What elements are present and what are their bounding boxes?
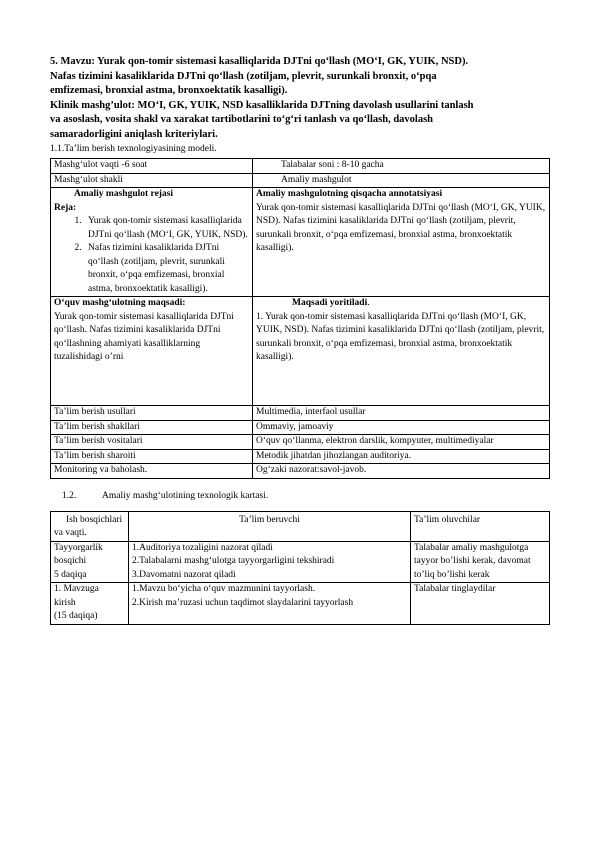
stage-cell: 1. Mavzuga kirish (15 daqiqa)	[51, 583, 129, 625]
table-row	[51, 464, 550, 479]
table-row	[51, 420, 550, 435]
topic-header	[50, 55, 550, 142]
list-item: 2. Nafas tizimini kasaliklarida DJTni qo‘llash (zotiljam, plevrit, surunkali bronxit, o‘pqa emfizemasi, bronxial astma, bronxoektatik kasalligi).	[84, 242, 249, 296]
teacher-cell: 1.Mavzu bo‘yicha o‘quv mazmunini tayyorlash. 2.Kirish ma’ruzasi uchun taqdimot slaydalarini tayyorlash	[129, 583, 411, 625]
section-2-text: Amaliy mashg‘ulotining texnologik kartasi.	[102, 490, 269, 501]
table-cell: Ta’lim berish usullari	[51, 406, 253, 421]
plan-cell	[51, 188, 253, 297]
section-2-title	[50, 491, 550, 501]
table-row	[51, 406, 550, 421]
aim-cell	[253, 297, 550, 406]
table-cell: Talabalar soni : 8-10 gacha	[253, 159, 550, 174]
table-cell: Ta’lim berish vositalari	[51, 435, 253, 450]
stage-cell: Tayyorgarlik bosqichi 5 daqiqa	[51, 541, 129, 583]
table-row	[51, 435, 550, 450]
table-cell: Amaliy mashgulot	[253, 173, 550, 188]
goal-cell	[51, 297, 253, 406]
table-row	[51, 583, 550, 625]
list-item: 1. Yurak qon-tomir sistemasi kasalliqlarida DJTni qo‘llash (MO‘I, GK, YUIK, NSD).	[84, 215, 249, 242]
document-page	[50, 55, 550, 625]
aim-title-dot: .	[367, 298, 370, 308]
table-cell: Mashg‘ulot vaqti -6 soat	[51, 159, 253, 174]
header-cell-teacher: Ta’lim beruvchi	[129, 511, 411, 541]
aim-text: 1. Yurak qon-tomir sistemasi kasalliqlarida DJTni qo‘llash (MO‘I, GK, YUIK, NSD). Nafas tizimini kasaliklarida DJTni qo‘llash (zotiljam, plevrit, surunkali bronxit, o‘pqa emfizemasi, bronxial astma, bronxoektatik kasalligi).	[256, 311, 545, 362]
table-row	[51, 297, 550, 406]
model-table	[50, 158, 550, 479]
topic-line-6: samaradorligini aniqlash kriteriylari.	[50, 128, 218, 140]
topic-line-5: va asoslash, vosita shakl va xarakat tartibotlarini to‘g‘ri tanlash va qo‘llash, davolash	[50, 114, 434, 125]
header-cell-students: Ta’lim oluvchilar	[411, 511, 550, 541]
teacher-cell: 1.Auditoriya tozaligini nazorat qiladi 2.Talabalarni mashg‘ulotga tayyorgarligini tekshiradi 3.Davomatni nazorat qiladi	[129, 541, 411, 583]
topic-line-1: 5. Mavzu: Yurak qon-tomir sistemasi kasalliqlarida DJTni qo‘llash (MO‘I, GK, YUIK, NSD).	[50, 56, 469, 67]
annotation-title: Amaliy mashgulotning qisqacha annotatsiyasi	[256, 189, 443, 199]
plan-title: Amaliy mashgulot rejasi	[74, 189, 174, 199]
goal-text: Yurak qon-tomir sistemasi kasalliqlarida DJTni qo‘llash. Nafas tizimini kasaliklarida DJTni qo‘llashning ahamiyati kasalliklarning tuzalishidagi o’rni	[54, 311, 234, 362]
table-cell: Ta’lim berish sharoiti	[51, 449, 253, 464]
topic-line-3: emfizemasi, bronxial astma, bronxoektatik kasalligi).	[50, 85, 288, 96]
table-cell: Monitoring va baholash.	[51, 464, 253, 479]
table-row	[51, 159, 550, 174]
topic-line-4: Klinik mashg’ulot: MO‘I, GK, YUIK, NSD kasalliklarida DJTning davolash usullarini tanlash	[50, 99, 474, 111]
header-cell-stage: Ish bosqichlari va vaqti.	[51, 511, 129, 541]
table-cell: Metodik jihatdan jihozlangan auditoriya.	[253, 449, 550, 464]
table-row	[51, 188, 550, 297]
table-row	[51, 449, 550, 464]
plan-list	[54, 215, 249, 296]
topic-line-2: Nafas tizimini kasaliklarida DJTni qo‘llash (zotiljam, plevrit, surunkali bronxit, o‘pqa	[50, 70, 437, 82]
plan-reja-label: Reja:	[54, 202, 77, 213]
students-cell: Talabalar amaliy mashgulotga tayyor bo’lishi kerak, davomat to’liq bo’lishi kerak	[411, 541, 550, 583]
students-cell: Talabalar tinglaydilar	[411, 583, 550, 625]
aim-title: Maqsadi yoritiladi	[292, 298, 368, 308]
section-1-title: 1.1.Ta’lim berish texnologiyasining modeli.	[50, 144, 217, 154]
table-cell: Ta’lim berish shakllari	[51, 420, 253, 435]
goal-title: O‘quv mashg‘ulotning maqsadi:	[54, 298, 186, 308]
table-cell: Multimedia, interfaol usullar	[253, 406, 550, 421]
table-cell: O‘quv qo‘llanma, elektron darslik, kompyuter, multimediyalar	[253, 435, 550, 450]
annotation-cell	[253, 188, 550, 297]
section-2-number: 1.2.	[62, 490, 77, 501]
table-cell: Ommaviy, jamoaviy	[253, 420, 550, 435]
table-header-row	[51, 511, 550, 541]
table-row	[51, 541, 550, 583]
table-row	[51, 173, 550, 188]
tech-card-table	[50, 511, 550, 625]
table-cell: Og‘zaki nazorat:savol-javob.	[253, 464, 550, 479]
table-cell: Mashg‘ulot shakli	[51, 173, 253, 188]
annotation-text: Yurak qon-tomir sistemasi kasalliqlarida DJTni qo‘llash (MO‘I, GK, YUIK, NSD). Nafas tizimini kasaliklarida DJTni qo‘llash (zotiljam, plevrit, surunkali bronxit, o‘pqa emfizemasi, bronxial astma, bronxoektatik kasalligi).	[256, 202, 546, 253]
